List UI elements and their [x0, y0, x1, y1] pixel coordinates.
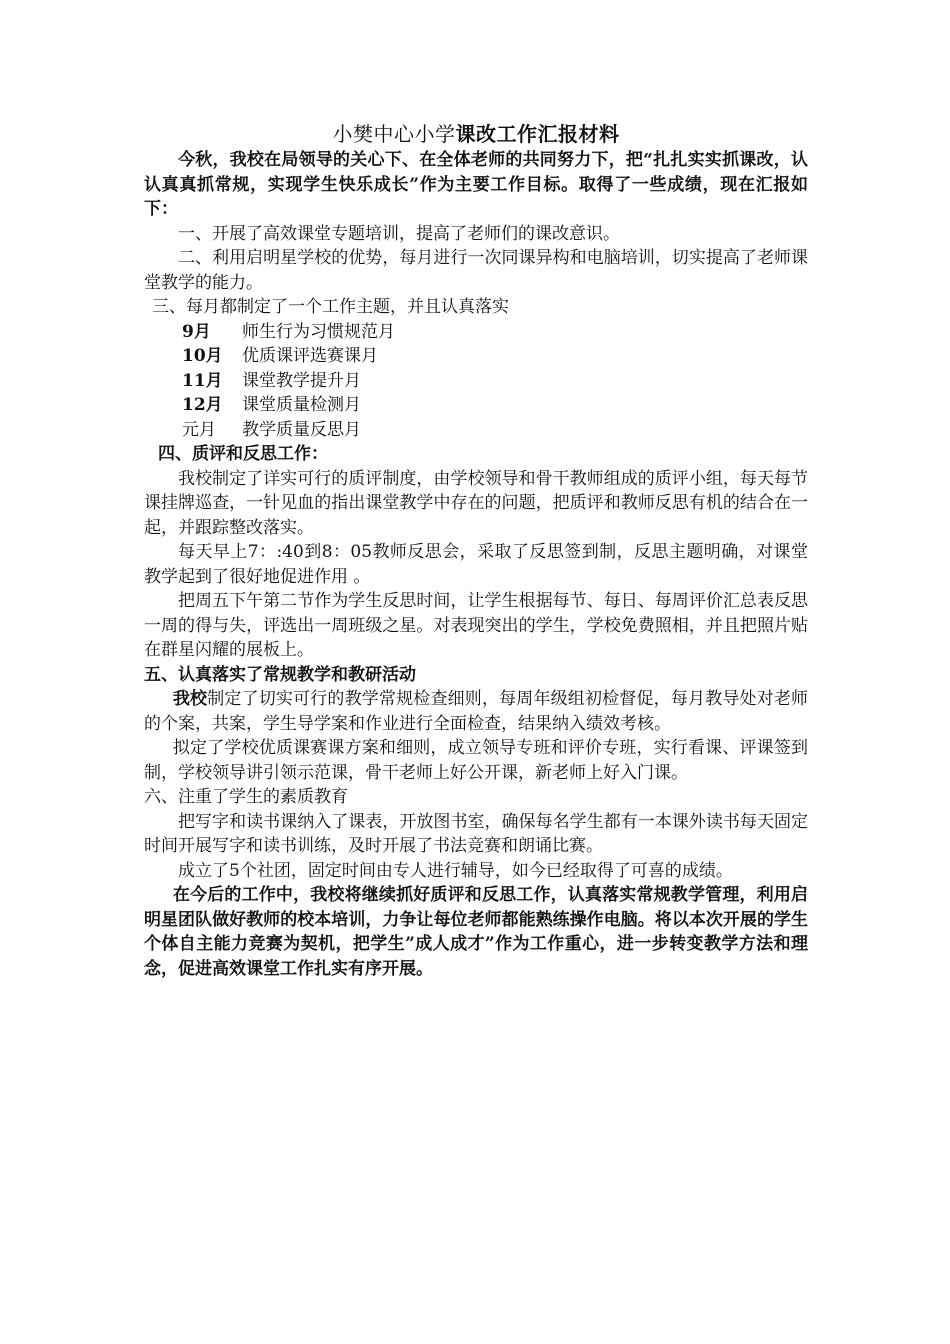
- title-bold: 课改工作汇报材料: [455, 122, 620, 146]
- intro-paragraph: 今秋，我校在局领导的关心下、在全体老师的共同努力下，把“扎扎实实抓课改，认认真真抓常规，实现学生快乐成长”作为主要工作目标。取得了一些成绩，现在汇报如下：: [144, 150, 808, 219]
- section-5-bold-lead: 我校: [172, 689, 208, 709]
- month-theme: 师生行为习惯规范月: [242, 321, 395, 342]
- section-5-paragraph-1-text: 制定了切实可行的教学常规检查细则，每周年级组初检督促，每月教导处对老师的个案，共案，学生导学案和作业进行全面检查，结果纳入绩效考核。: [144, 689, 809, 734]
- section-3-heading: 三、每月都制定了一个工作主题，并且认真落实: [152, 297, 509, 317]
- month-label: 9月: [182, 321, 211, 342]
- section-6-heading: 六、注重了学生的素质教育: [144, 787, 348, 807]
- section-4-label: 四、质评和反思工作：: [158, 444, 328, 464]
- section-5-heading: 五、认真落实了常规教学和教研活动: [144, 664, 416, 685]
- month-theme-row: [144, 393, 808, 418]
- month-theme: 教学质量反思月: [242, 419, 361, 440]
- section-4-paragraph-1: 我校制定了详实可行的质评制度，由学校领导和骨干教师组成的质评小组，每天每节课挂牌巡查，一针见血的指出课堂教学中存在的问题，把质评和教师反思有机的结合在一起，并跟踪整改落实。: [144, 468, 808, 538]
- month-theme-row: [144, 418, 808, 443]
- month-label: 12月: [182, 395, 223, 415]
- section-6-paragraph-2: 成立了5个社团，固定时间由专人进行辅导，如今已经取得了可喜的成绩。: [178, 860, 733, 881]
- month-theme: 优质课评选赛课月: [242, 346, 378, 366]
- month-label: 10月: [182, 346, 223, 366]
- section-4-paragraph-2: 每天早上7：:40到8：05教师反思会，采取了反思签到制，反思主题明确，对课堂教学起到了很好地促进作用 。: [144, 542, 808, 587]
- month-theme-row: [144, 369, 808, 394]
- page-title: [144, 121, 808, 147]
- month-theme-row: [144, 344, 808, 369]
- section-4-heading: [144, 442, 808, 467]
- closing-paragraph: 在今后的工作中，我校将继续抓好质评和反思工作，认真落实常规教学管理，利用启明星团队做好教师的校本培训，力争让每位老师都能熟练操作电脑。将以本次开展的学生个体自主能力竞赛为契机，把学生”成人成才”作为工作重心，进一步转变教学方法和理念，促进高效课堂工作扎实有序开展。: [144, 885, 808, 979]
- month-theme-row: [144, 320, 808, 345]
- section-6-paragraph-1: 把写字和读书课纳入了课表，开放图书室，确保每名学生都有一本课外读书每天固定时间开展写字和读书训练，及时开展了书法竞赛和朗诵比赛。: [144, 811, 808, 856]
- month-theme: 课堂质量检测月: [242, 395, 361, 415]
- section-5-paragraph-2: 拟定了学校优质课赛课方案和细则，成立领导专班和评价专班，实行看课、评课签到制，学校领导讲引领示范课，骨干老师上好公开课，新老师上好入门课。: [144, 738, 808, 783]
- section-2-heading: 二、利用启明星学校的优势，每月进行一次同课异构和电脑培训，切实提高了老师课堂教学的能力。: [144, 248, 808, 293]
- document-body: [144, 121, 808, 981]
- month-label: 11月: [182, 370, 223, 391]
- section-4-paragraph-3: 把周五下午第二节作为学生反思时间，让学生根据每节、每日、每周评价汇总表反思一周的得与失，评选出一周班级之星。对表现突出的学生，学校免费照相，并且把照片贴在群星闪耀的展板上。: [144, 591, 808, 660]
- section-1-heading: 一、开展了高效课堂专题培训，提高了老师们的课改意识。: [178, 223, 620, 244]
- month-theme-list: [144, 320, 808, 443]
- title-plain: 小樊中心小学: [332, 122, 456, 146]
- month-label: 元月: [182, 419, 216, 440]
- month-theme: 课堂教学提升月: [242, 370, 361, 391]
- section-5-paragraph-1: [144, 687, 808, 736]
